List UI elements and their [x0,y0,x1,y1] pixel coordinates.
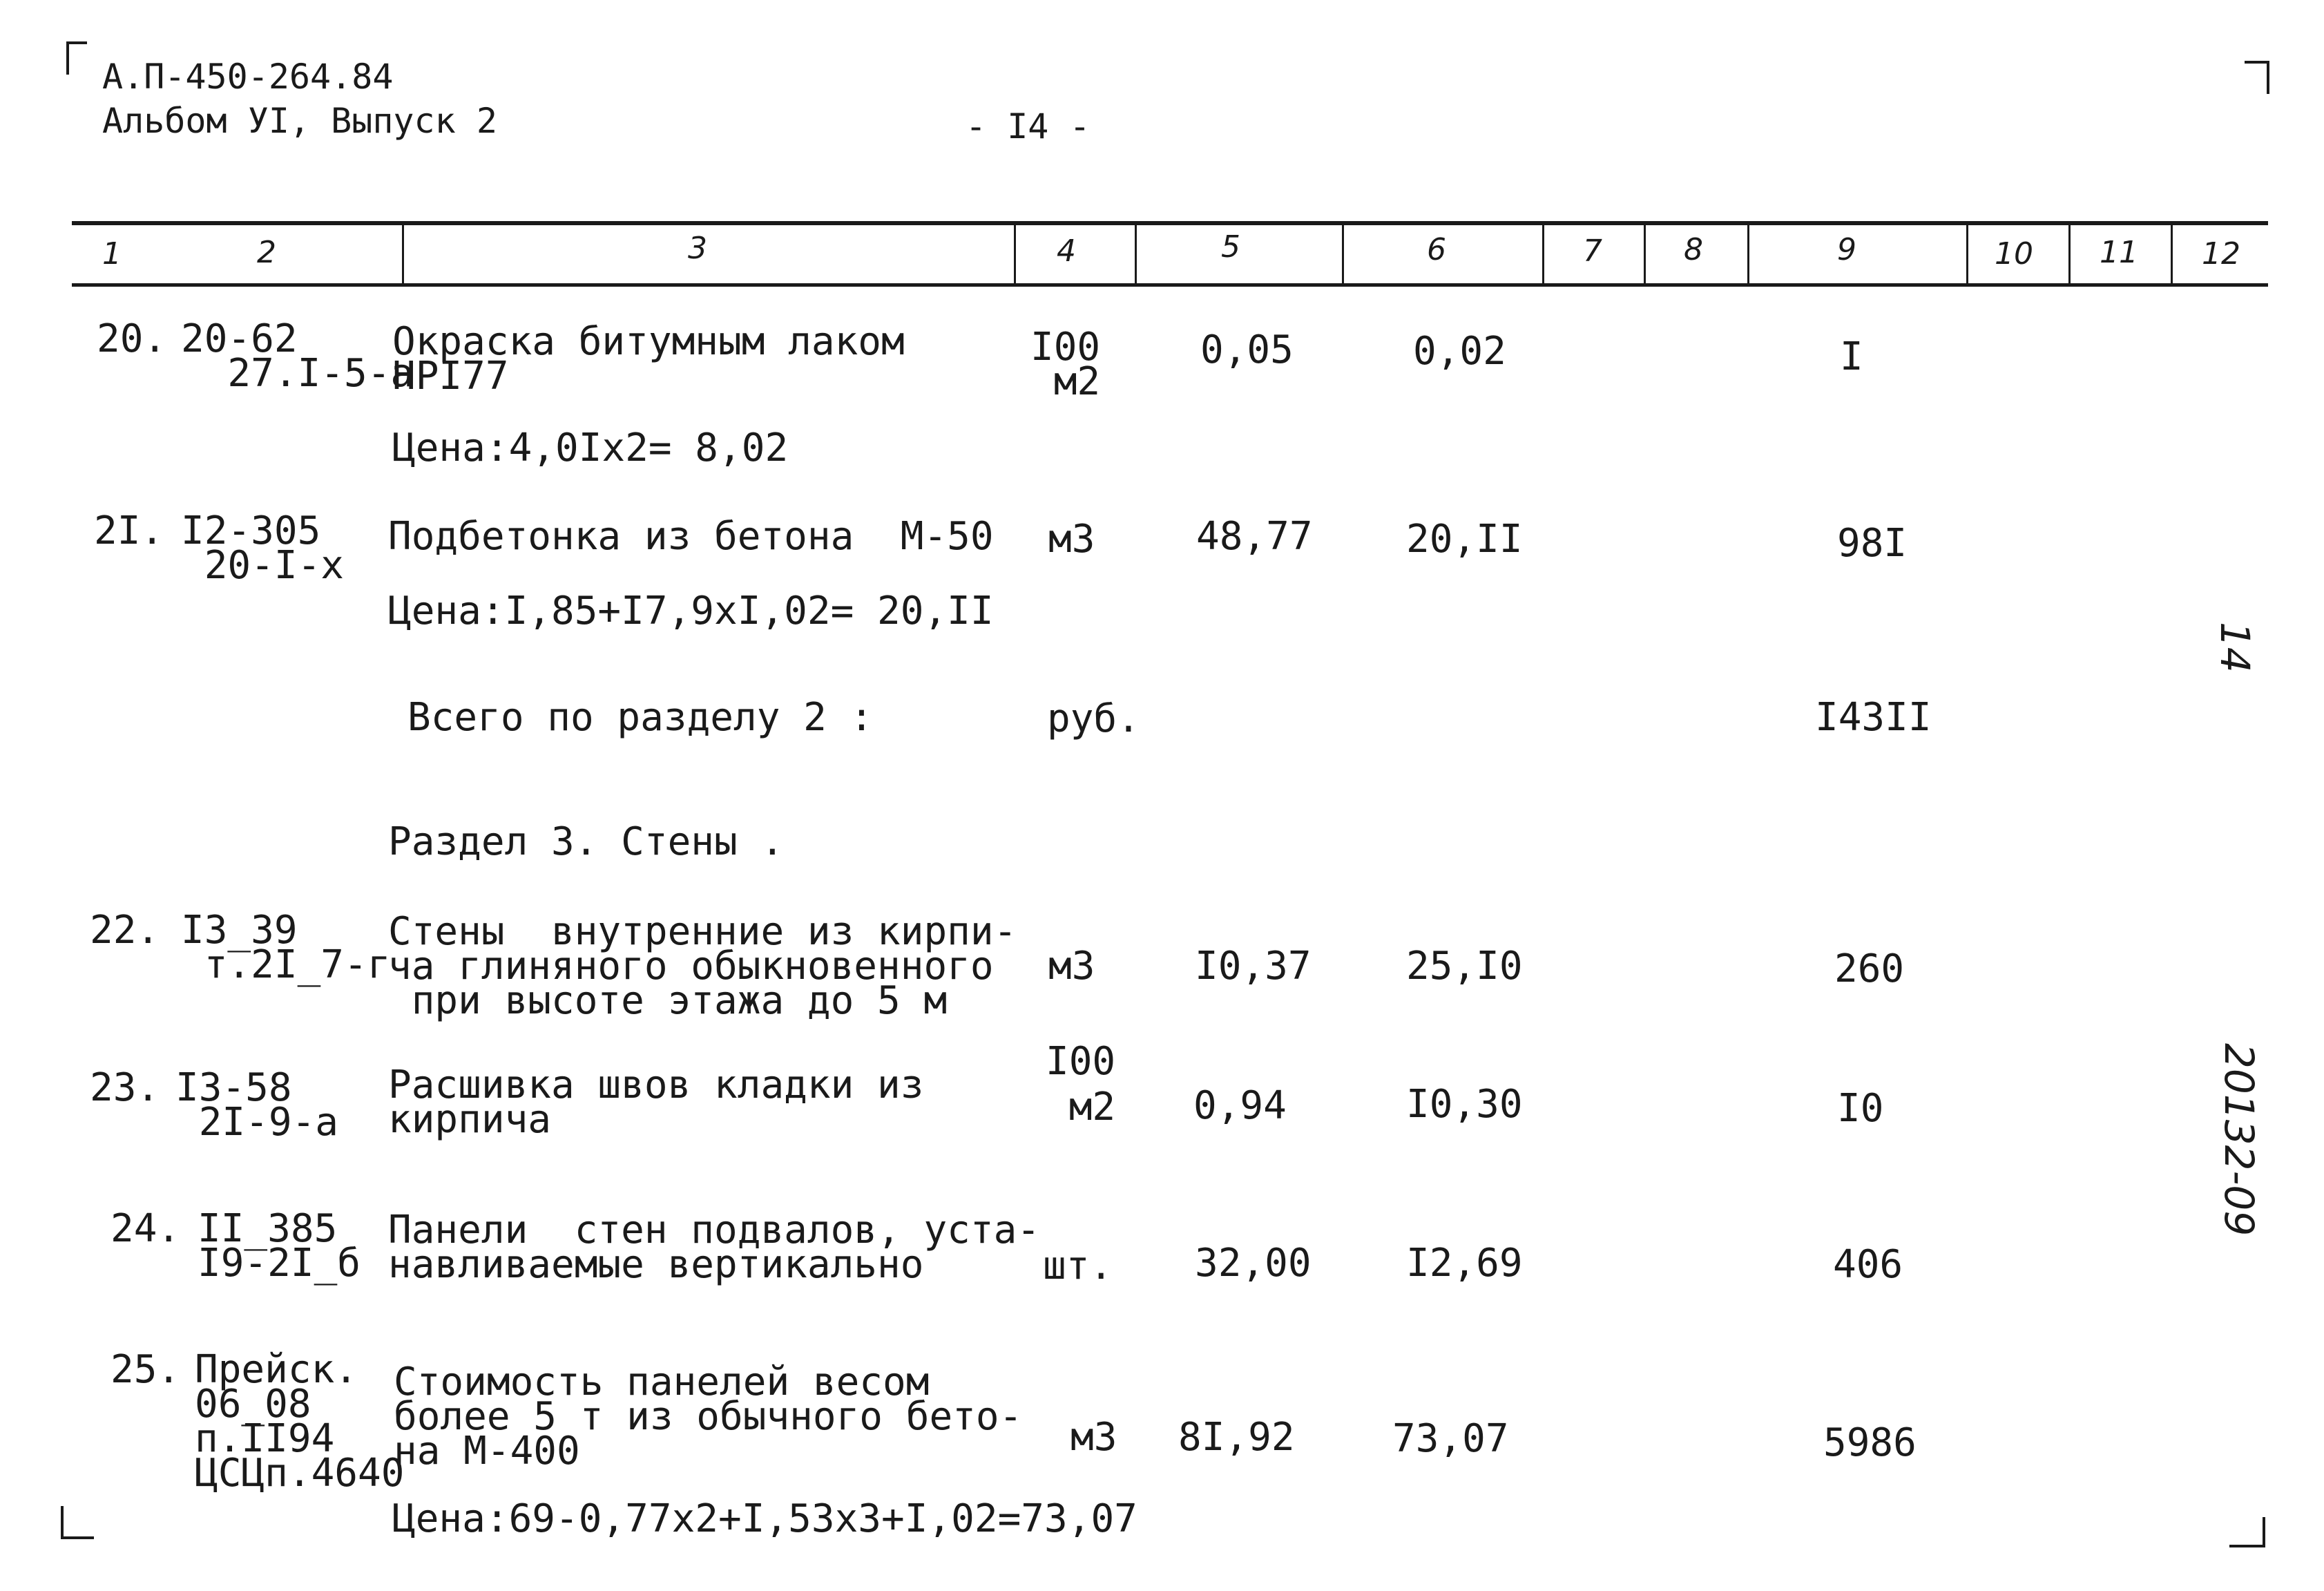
section-total-value: I43II [1815,695,1932,740]
column-header: 10 [1995,236,2033,271]
total-cost: 98I [1837,521,1908,566]
row-number: 24. [111,1206,181,1251]
column-header: 2 [257,235,276,270]
handwritten-page-number: 14 [2211,622,2258,673]
section-total-unit: руб. [1047,696,1140,741]
quantity: 0,05 [1200,327,1294,372]
work-description: Окраска битумным лаком НРI77 [392,319,905,399]
unit-price: 0,02 [1413,329,1506,374]
work-description: Стоимость панелей весом более 5 т из обычного бето- на М-400 [394,1360,1023,1474]
page-number: - I4 - [966,106,1091,146]
total-cost: 406 [1833,1242,1903,1287]
archive-number: 20132-09 [2216,1043,2263,1237]
row-number: 20. [97,316,167,361]
quantity: 32,00 [1195,1241,1312,1286]
column-divider [1747,222,1749,286]
rate-code: I3_39 т.2I_7-г [181,908,391,987]
column-header: 12 [2202,236,2240,271]
column-divider [1542,222,1544,286]
work-description: Стены внутренние из кирпи- ча глиняного обыкновенного при высоте этажа до 5 м [388,909,1017,1023]
column-divider [2171,222,2173,286]
unit-price: I0,30 [1406,1082,1523,1127]
column-header: 1 [102,236,122,271]
unit-price: 20,II [1406,517,1523,562]
corner-mark-bottom-left [61,1506,94,1539]
album-issue: Альбом УI, Выпуск 2 [102,101,497,141]
rate-code: 20-62 27.I-5-а [181,316,414,396]
column-divider [2068,222,2071,286]
corner-mark-top-left [66,41,87,75]
column-divider [1966,222,1968,286]
column-header: 11 [2100,235,2138,270]
column-header: 4 [1057,234,1076,269]
unit: м3 [1070,1415,1117,1460]
quantity: I0,37 [1195,944,1312,989]
row-number: 23. [90,1065,160,1110]
rate-code: Прейск. 06_08 п.II94 ЦСЦп.4640 [195,1347,405,1496]
column-divider [1342,222,1344,286]
corner-mark-top-right [2245,61,2269,94]
quantity: 8I,92 [1178,1415,1295,1460]
row-number: 25. [111,1347,181,1392]
unit: I00 м2 [1046,1039,1116,1130]
total-cost: I0 [1837,1086,1884,1131]
column-divider [402,222,404,286]
total-cost: 260 [1834,946,1905,991]
table-header-rule [72,283,2268,287]
total-cost: I [1840,334,1863,379]
section-heading: Раздел 3. Стены . [388,819,785,864]
column-divider [1014,222,1016,286]
work-description: Панели стен подвалов, уста- навливаемые вертикально [388,1208,1041,1287]
row-number: 22. [90,908,160,953]
unit: шт. [1043,1244,1113,1288]
table-top-rule [72,221,2268,225]
document-code: А.П-450-264.84 [102,57,394,97]
quantity: 48,77 [1196,514,1313,559]
column-header: 5 [1221,229,1240,265]
column-divider [1644,222,1646,286]
unit-price: 25,I0 [1406,944,1523,989]
column-header: 3 [688,231,707,266]
column-header: 8 [1684,232,1703,267]
section-total-label: Всего по разделу 2 : [407,695,874,740]
price-note: Цена:I,85+I7,9хI,02= 20,II [388,589,994,633]
row-number: 2I. [94,508,164,553]
column-header: 6 [1427,232,1446,267]
work-description: Расшивка швов кладки из кирпича [388,1063,924,1142]
price-note: Цена:4,0Iх2= 8,02 [392,426,789,470]
total-cost: 5986 [1823,1420,1917,1465]
quantity: 0,94 [1193,1083,1287,1128]
unit-price: 73,07 [1392,1416,1509,1461]
column-divider [1135,222,1137,286]
corner-mark-bottom-right [2229,1517,2265,1547]
unit-price: I2,69 [1406,1241,1523,1286]
unit: I00 м2 [1030,325,1101,404]
unit: м3 [1048,944,1095,989]
column-header: 9 [1837,232,1856,267]
rate-code: I3-58 2I-9-а [175,1065,339,1145]
rate-code: I2-305 20-I-х [181,508,345,588]
work-description: Подбетонка из бетона М-50 [388,514,994,559]
unit: м3 [1048,517,1095,562]
price-note: Цена:69-0,77х2+I,53х3+I,02=73,07 [392,1496,1137,1541]
column-header: 7 [1583,234,1602,269]
rate-code: II_385 I9-2I_б [198,1206,361,1286]
